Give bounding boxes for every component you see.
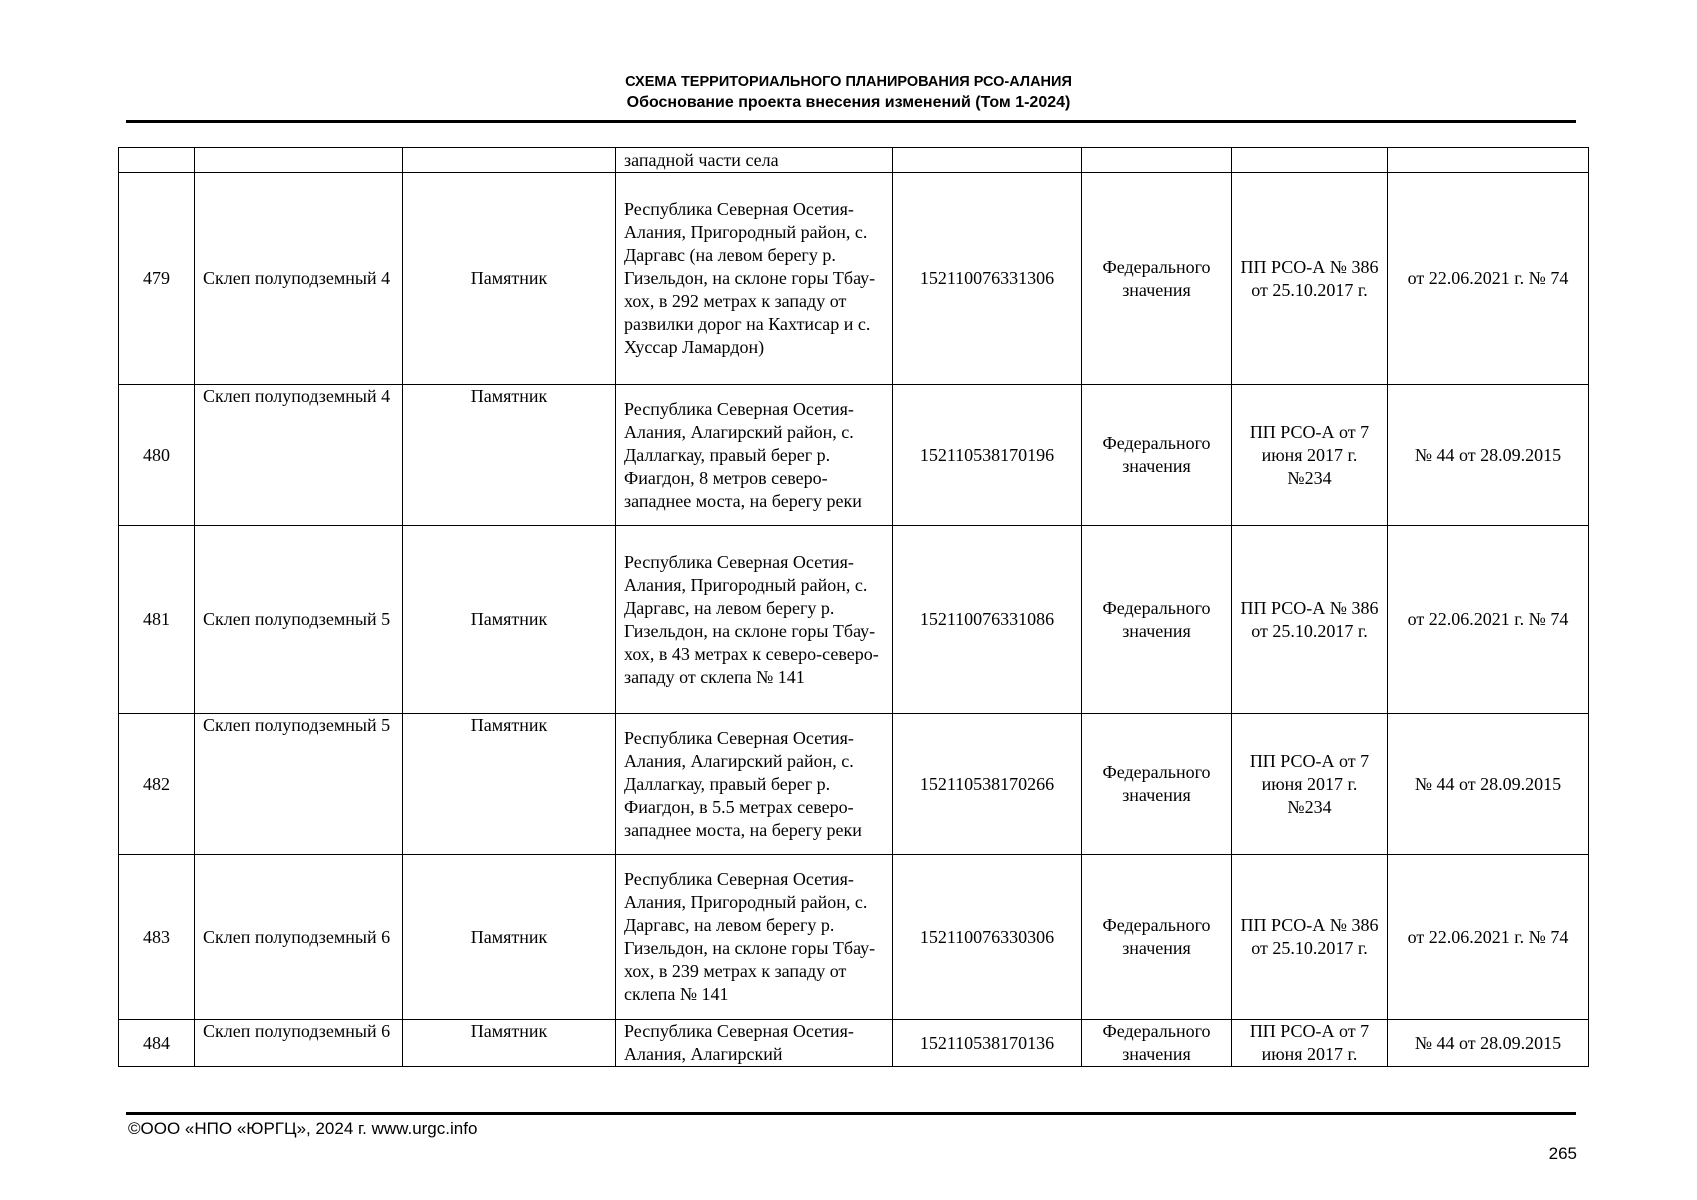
cell-type	[403, 148, 616, 173]
cell-num: 482	[119, 714, 195, 855]
cell-doc: от 22.06.2021 г. № 74	[1388, 173, 1589, 385]
table-row	[119, 385, 1589, 526]
cell-address: западной части села	[616, 148, 893, 173]
table-row	[119, 173, 1589, 385]
cell-name: Склеп полуподземный 4	[195, 173, 403, 385]
cell-doc: от 22.06.2021 г. № 74	[1388, 526, 1589, 714]
cell-act: ПП РСО-А от 7 июня 2017 г. №234	[1232, 714, 1388, 855]
page-header	[0, 72, 1697, 114]
cell-name: Склеп полуподземный 5	[195, 714, 403, 855]
cell-act: ПП РСО-А № 386 от 25.10.2017 г.	[1232, 526, 1388, 714]
cell-type: Памятник	[403, 173, 616, 385]
cell-act: ПП РСО-А от 7 июня 2017 г. №234	[1232, 385, 1388, 526]
cell-doc: от 22.06.2021 г. № 74	[1388, 855, 1589, 1020]
cell-num: 480	[119, 385, 195, 526]
cell-type: Памятник	[403, 526, 616, 714]
cell-name	[195, 148, 403, 173]
document-subtitle: Обоснование проекта внесения изменений (Том 1-2024)	[626, 94, 1071, 111]
cell-reg-number: 152110076331086	[893, 526, 1082, 714]
cell-num: 479	[119, 173, 195, 385]
cell-num: 484	[119, 1020, 195, 1067]
cell-num	[119, 148, 195, 173]
table-row-continuation	[119, 148, 1589, 173]
footer-rule	[126, 1112, 1576, 1115]
cell-category: Федерального значения	[1082, 173, 1232, 385]
cell-category: Федерального значения	[1082, 1020, 1232, 1067]
cell-act: ПП РСО-А № 386 от 25.10.2017 г.	[1232, 173, 1388, 385]
heritage-register-table	[118, 147, 1589, 1067]
cell-category: Федерального значения	[1082, 855, 1232, 1020]
copyright-text: ©ООО «НПО «ЮРГЦ», 2024 г. www.urgc.info	[128, 1119, 478, 1138]
table-row	[119, 526, 1589, 714]
cell-reg-number: 152110538170266	[893, 714, 1082, 855]
cell-type: Памятник	[403, 855, 616, 1020]
header-rule	[126, 120, 1576, 123]
cell-name: Склеп полуподземный 6	[195, 855, 403, 1020]
cell-address: Республика Северная Осетия-Алания, Пригородный район, с. Даргавс (на левом берегу р. Гизельдон, на склоне горы Тбау- хох, в 292 метрах к западу от развилки дорог на Кахтисар и с. Хуссар Ламардон)	[616, 173, 893, 385]
cell-address: Республика Северная Осетия-Алания, Пригородный район, с. Даргавс, на левом берегу р. Гизельдон, на склоне горы Тбау-хох, в 239 метрах к западу от склепа № 141	[616, 855, 893, 1020]
cell-name: Склеп полуподземный 6	[195, 1020, 403, 1067]
cell-name: Склеп полуподземный 5	[195, 526, 403, 714]
cell-type: Памятник	[403, 385, 616, 526]
cell-doc: № 44 от 28.09.2015	[1388, 1020, 1589, 1067]
cell-reg-number	[893, 148, 1082, 173]
cell-doc	[1388, 148, 1589, 173]
cell-doc: № 44 от 28.09.2015	[1388, 385, 1589, 526]
cell-address: Республика Северная Осетия-Алания, Пригородный район, с. Даргавс, на левом берегу р. Гизельдон, на склоне горы Тбау-хох, в 43 метрах к северо-северо-западу от склепа № 141	[616, 526, 893, 714]
cell-category: Федерального значения	[1082, 714, 1232, 855]
table-row	[119, 714, 1589, 855]
cell-type: Памятник	[403, 714, 616, 855]
cell-category: Федерального значения	[1082, 385, 1232, 526]
cell-act: ПП РСО-А № 386 от 25.10.2017 г.	[1232, 855, 1388, 1020]
page-number: 265	[1548, 1144, 1577, 1163]
cell-reg-number: 152110538170136	[893, 1020, 1082, 1067]
cell-name: Склеп полуподземный 4	[195, 385, 403, 526]
cell-doc: № 44 от 28.09.2015	[1388, 714, 1589, 855]
cell-address: Республика Северная Осетия-Алания, Алагирский	[616, 1020, 893, 1067]
cell-address: Республика Северная Осетия-Алания, Алагирский район, с. Даллагкау, правый берег р. Фиагдон, в 5.5 метрах северо-западнее моста, на берегу реки	[616, 714, 893, 855]
cell-act	[1232, 148, 1388, 173]
cell-category	[1082, 148, 1232, 173]
cell-address: Республика Северная Осетия-Алания, Алагирский район, с. Даллагкау, правый берег р. Фиагдон, 8 метров северо-западнее моста, на берегу реки	[616, 385, 893, 526]
cell-reg-number: 152110538170196	[893, 385, 1082, 526]
cell-reg-number: 152110076331306	[893, 173, 1082, 385]
table-row	[119, 855, 1589, 1020]
cell-reg-number: 152110076330306	[893, 855, 1082, 1020]
cell-act: ПП РСО-А от 7 июня 2017 г.	[1232, 1020, 1388, 1067]
cell-category: Федерального значения	[1082, 526, 1232, 714]
cell-num: 481	[119, 526, 195, 714]
cell-num: 483	[119, 855, 195, 1020]
table-row	[119, 1020, 1589, 1067]
cell-type: Памятник	[403, 1020, 616, 1067]
document-title: СХЕМА ТЕРРИТОРИАЛЬНОГО ПЛАНИРОВАНИЯ РСО-АЛАНИЯ	[625, 74, 1072, 90]
